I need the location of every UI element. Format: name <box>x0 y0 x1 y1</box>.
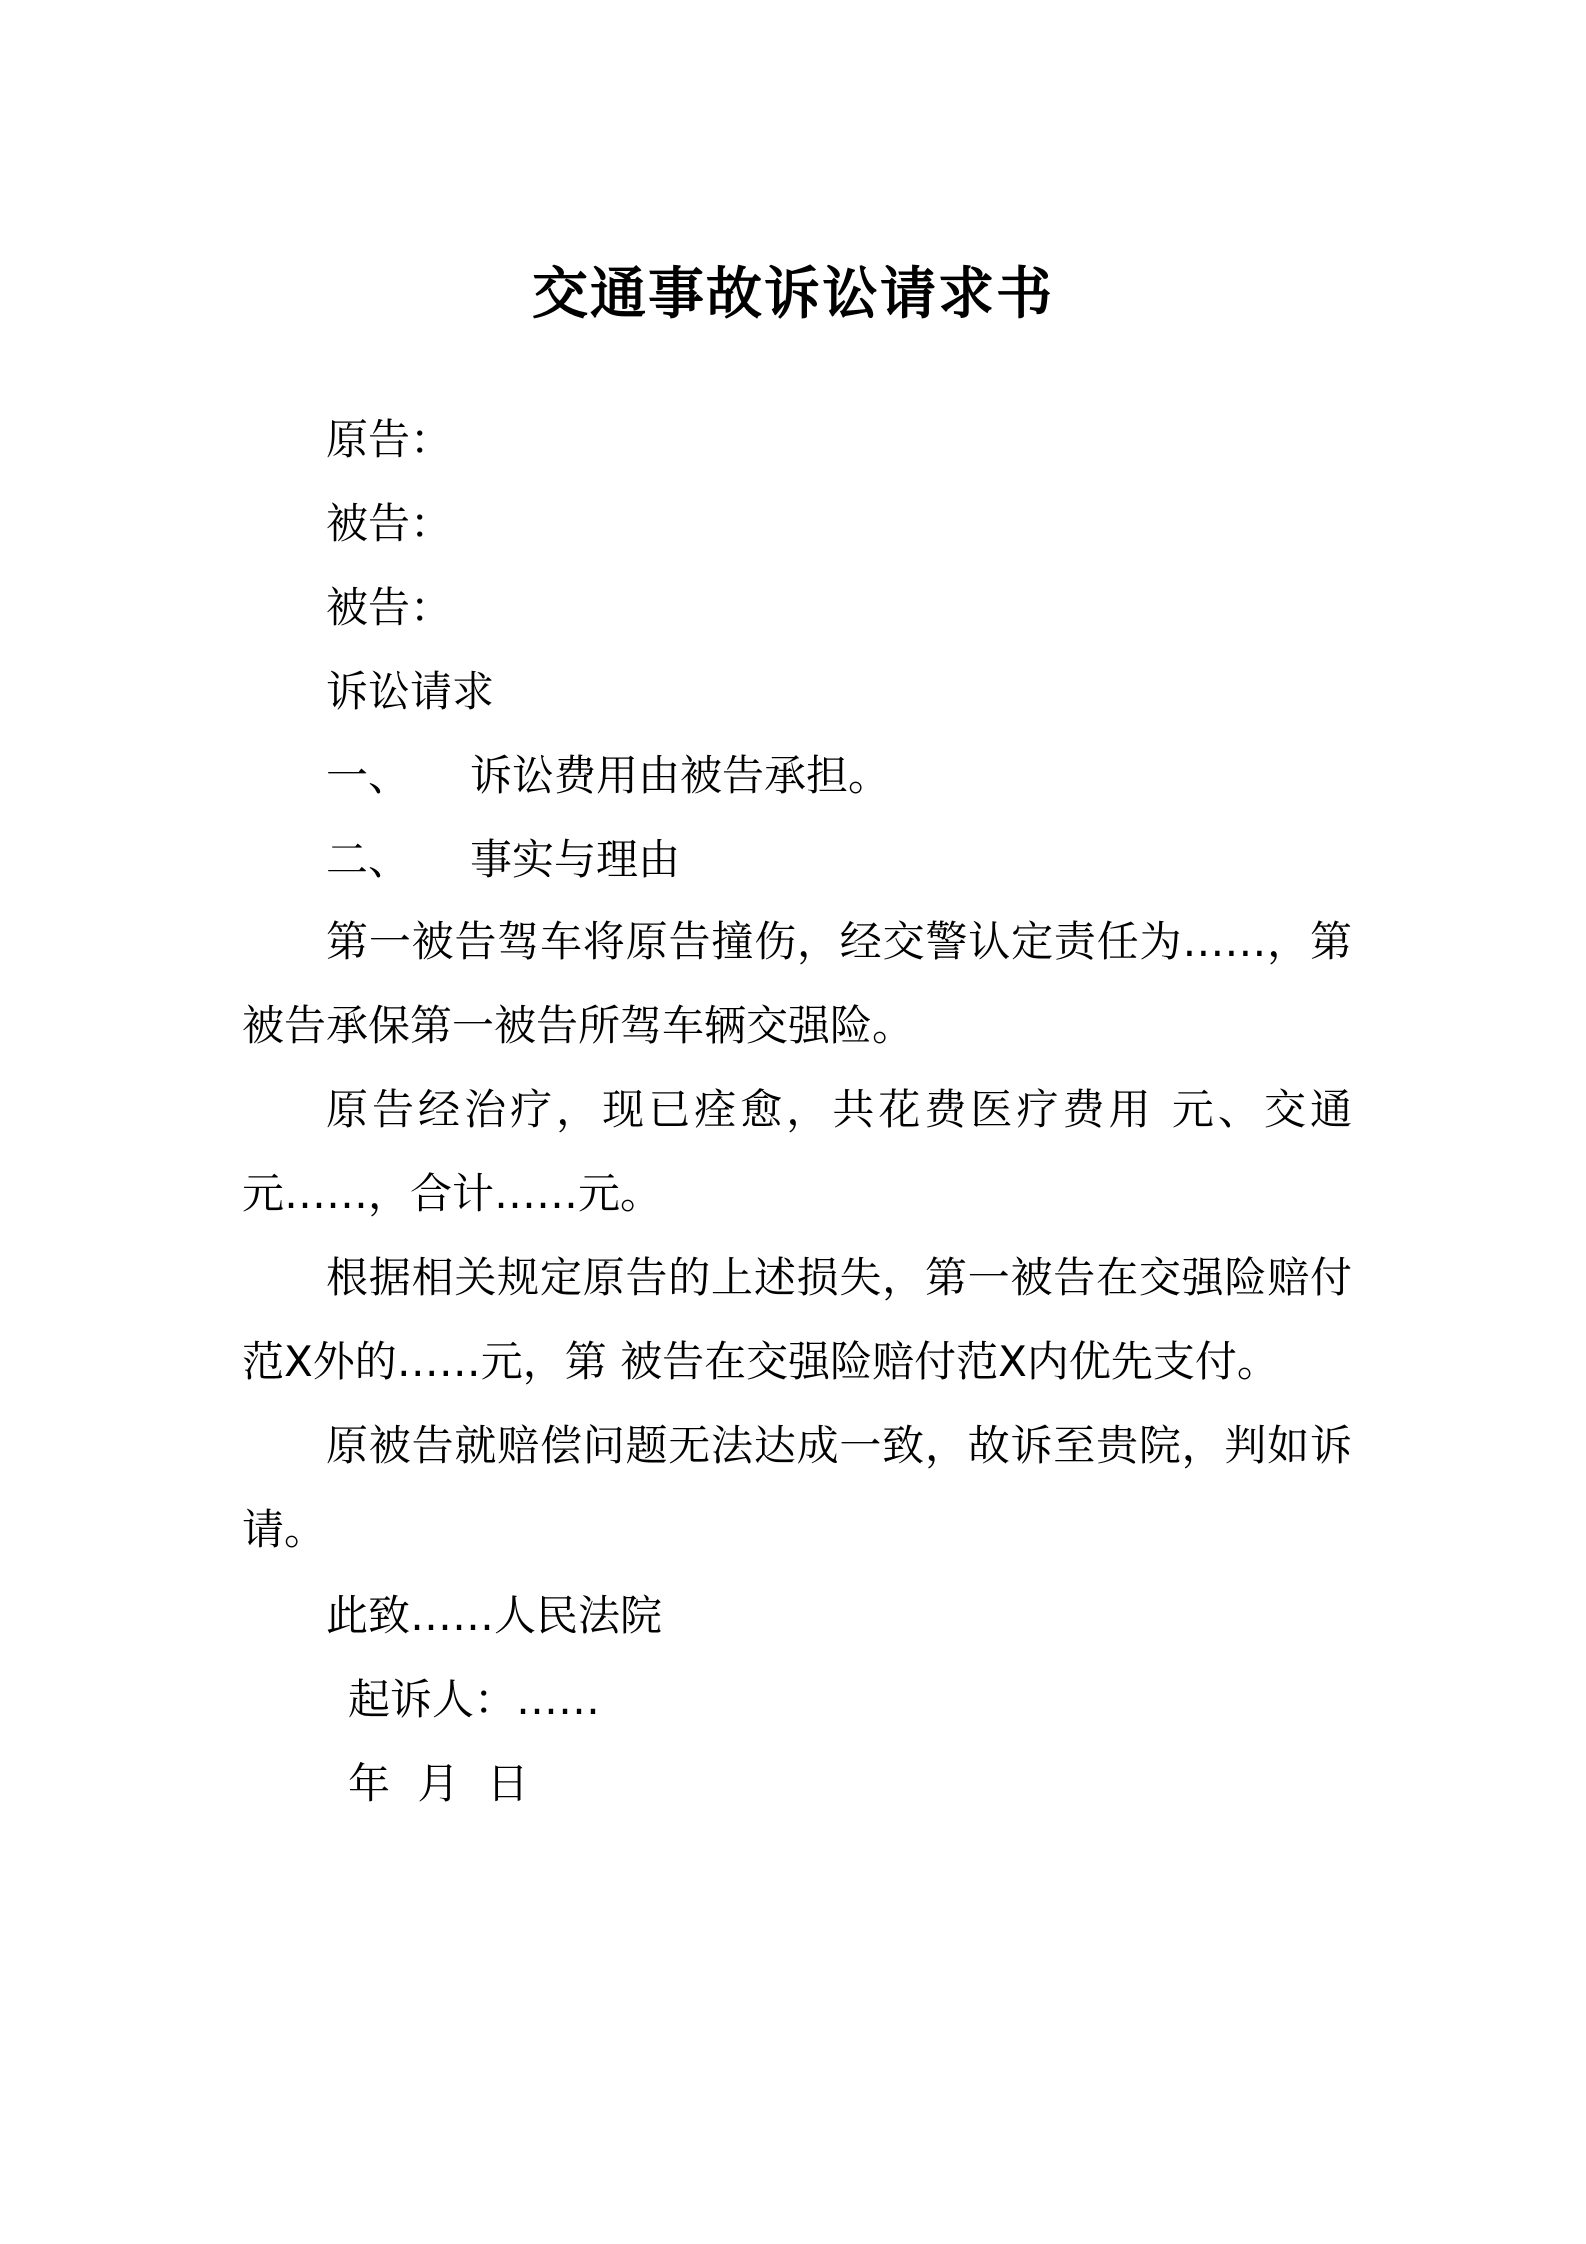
claim-item-2 <box>326 834 680 886</box>
claim-item-1-text: 诉讼费用由被告承担。 <box>470 751 891 800</box>
paragraph-liability: 根据相关规定原告的上述损失，第一被告在交强险赔付范X外的……元，第 被告在交强险赔付范X内优先支付。 <box>242 1253 1352 1386</box>
defendant-line-2: 被告： <box>326 583 453 632</box>
date-line: 年 月 日 <box>348 1759 529 1808</box>
claim-item-1-number: 一、 <box>326 751 411 800</box>
paragraph-facts: 第一被告驾车将原告撞伤，经交警认定责任为……，第被告承保第一被告所驾车辆交强险。 <box>242 917 1352 1050</box>
signature-line: 起诉人：…… <box>348 1675 601 1724</box>
defendant-line-1: 被告： <box>326 499 453 548</box>
claim-item-1 <box>326 750 890 802</box>
claim-item-2-text: 事实与理由 <box>470 835 681 884</box>
paragraph-treatment: 原告经治疗，现已痊愈，共花费医疗费用 元、交通 元……，合计……元。 <box>242 1085 1352 1218</box>
closing-line: 此致……人民法院 <box>326 1591 663 1640</box>
claim-item-2-number: 二、 <box>326 835 411 884</box>
paragraph-dispute: 原被告就赔偿问题无法达成一致，故诉至贵院，判如诉请。 <box>242 1421 1352 1554</box>
claims-heading: 诉讼请求 <box>326 667 495 716</box>
plaintiff-line: 原告： <box>326 415 453 464</box>
document-title: 交通事故诉讼请求书 <box>532 262 1054 327</box>
